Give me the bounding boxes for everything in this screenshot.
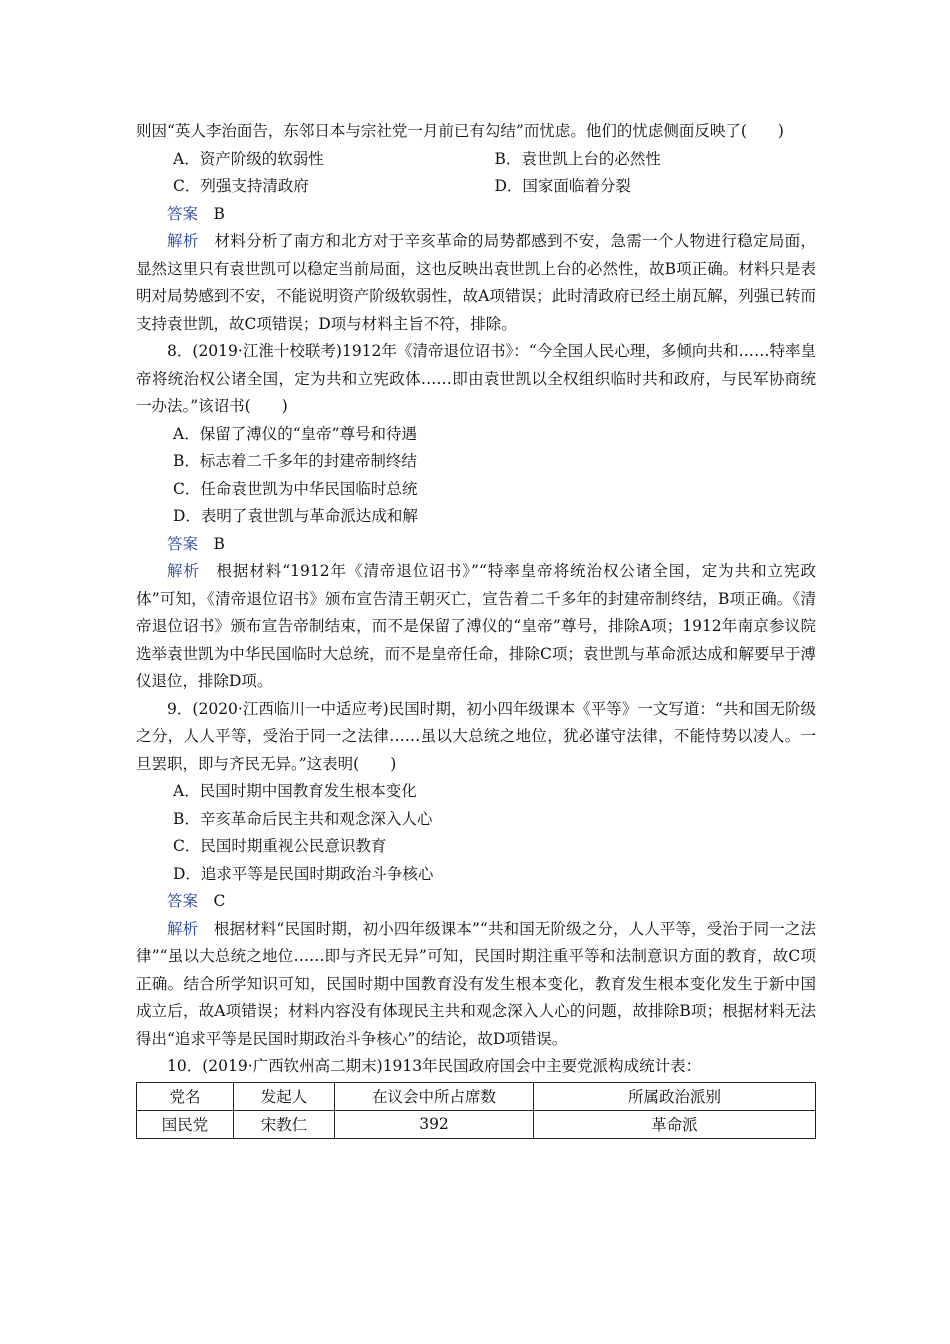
analysis-text: 材料分析了南方和北方对于辛亥革命的局势都感到不安，急需一个人物进行稳定局面，显然这里只有袁世凯可以稳定当前局面，这也反映出袁世凯上台的必然性，故B项正确。材料只是表明对局势感到不安，不能说明资产阶级软弱性，故A项错误；此时清政府已经土崩瓦解，列强已转而支持袁世凯，故C项错误；D项与材料主旨不符，排除。 [136, 232, 816, 333]
analysis-text: 根据材料“1912年《清帝退位诏书》”“特率皇帝将统治权公诸全国，定为共和立宪政体”可知，《清帝退位诏书》颁布宣告清王朝灭亡，宣告着二千多年的封建帝制终结，B项正确。《清帝退位诏书》颁布宣告帝制结束，而不是保留了溥仪的“皇帝”尊号，排除A项；1912年南京参议院选举袁世凯为中华民国临时大总统，而不是皇帝任命，排除C项；袁世凯与革命派达成和解要早于溥仪退位，排除D项。 [136, 562, 816, 690]
question-page [136, 118, 816, 1139]
q9-analysis [136, 916, 816, 1054]
answer-label: 答案 [167, 204, 199, 223]
q8-analysis [136, 558, 816, 696]
q10-stem: 10．(2019·广西钦州高二期末)1913年民国政府国会中主要党派构成统计表： [167, 1057, 702, 1075]
party-table [136, 1082, 816, 1139]
answer-label: 答案 [167, 534, 199, 553]
q9-option-b: B．辛亥革命后民主共和观念深入人心 [173, 809, 433, 828]
answer-value: B [213, 204, 225, 223]
q7-option-c: C．列强支持清政府 [173, 177, 309, 195]
answer-value: C [213, 892, 226, 910]
q7-option-b: B．袁世凯上台的必然性 [494, 149, 661, 168]
q9-answer [136, 888, 816, 916]
answer-label: 答案 [167, 892, 199, 910]
analysis-text: 根据材料“民国时期，初小四年级课本”“共和国无阶级之分，人人平等，受治于同一之法律”“虽以大总统之地位……即与齐民无异”可知，民国时期注重平等和法制意识方面的教育，故C项正确。结合所学知识可知，民国时期中国教育没有发生根本变化，教育发生根本变化发生于新中国成立后，故A项错误；材料内容没有体现民主共和观念深入人心的问题，故排除B项；根据材料无法得出“追求平等是民国时期政治斗争核心”的结论，故D项错误。 [136, 919, 816, 1048]
answer-value: B [213, 534, 225, 553]
q8-option-d: D．表明了袁世凯与革命派达成和解 [173, 507, 418, 525]
q7-stem-tail: 则因“英人李治面告，东邻日本与宗社党一月前已有勾结”而忧虑。他们的忧虑侧面反映了( ) [136, 122, 784, 140]
q9-option-c: C．民国时期重视公民意识教育 [173, 837, 387, 855]
q7-options-row-2 [136, 173, 816, 201]
q9-stem: 9．(2020·江西临川一中适应考)民国时期，初小四年级课本《平等》一文写道：“共和国无阶级之分，人人平等，受治于同一之法律……虽以大总统之地位，犹必谨守法律，不能恃势以凌人。一旦罢职，即与齐民无异。”这表明( ) [136, 699, 816, 773]
q7-option-a: A．资产阶级的软弱性 [173, 149, 324, 168]
table-cell: 392 [335, 1110, 534, 1138]
q8-option-c: C．任命袁世凯为中华民国临时总统 [173, 479, 418, 498]
q9-option-a: A．民国时期中国教育发生根本变化 [173, 782, 417, 800]
table-header: 所属政治派别 [534, 1082, 816, 1110]
q7-answer [136, 201, 816, 229]
table-header-row [137, 1082, 816, 1110]
q8-answer [136, 531, 816, 559]
q7-option-d: D．国家面临着分裂 [494, 177, 631, 195]
q9-option-d: D．追求平等是民国时期政治斗争核心 [173, 864, 434, 883]
table-header: 在议会中所占席数 [335, 1082, 534, 1110]
table-cell: 革命派 [534, 1110, 816, 1138]
q7-analysis [136, 228, 816, 338]
analysis-label: 解析 [167, 919, 199, 938]
table-header: 发起人 [234, 1082, 335, 1110]
analysis-label: 解析 [167, 562, 200, 580]
q8-option-a: A．保留了溥仪的“皇帝”尊号和待遇 [173, 424, 418, 443]
table-cell: 宋教仁 [234, 1110, 335, 1138]
analysis-label: 解析 [167, 232, 199, 250]
table-row [137, 1110, 816, 1138]
q7-options-row-1 [136, 146, 816, 174]
q8-stem: 8．(2019·江淮十校联考)1912年《清帝退位诏书》：“今全国人民心理，多倾向共和……特率皇帝将统治权公诸全国，定为共和立宪政体……即由袁世凯以全权组织临时共和政府，与民军协商统一办法。”该诏书( ) [136, 342, 816, 415]
table-header: 党名 [137, 1082, 234, 1110]
table-cell: 国民党 [137, 1110, 234, 1138]
q8-option-b: B．标志着二千多年的封建帝制终结 [173, 452, 417, 470]
